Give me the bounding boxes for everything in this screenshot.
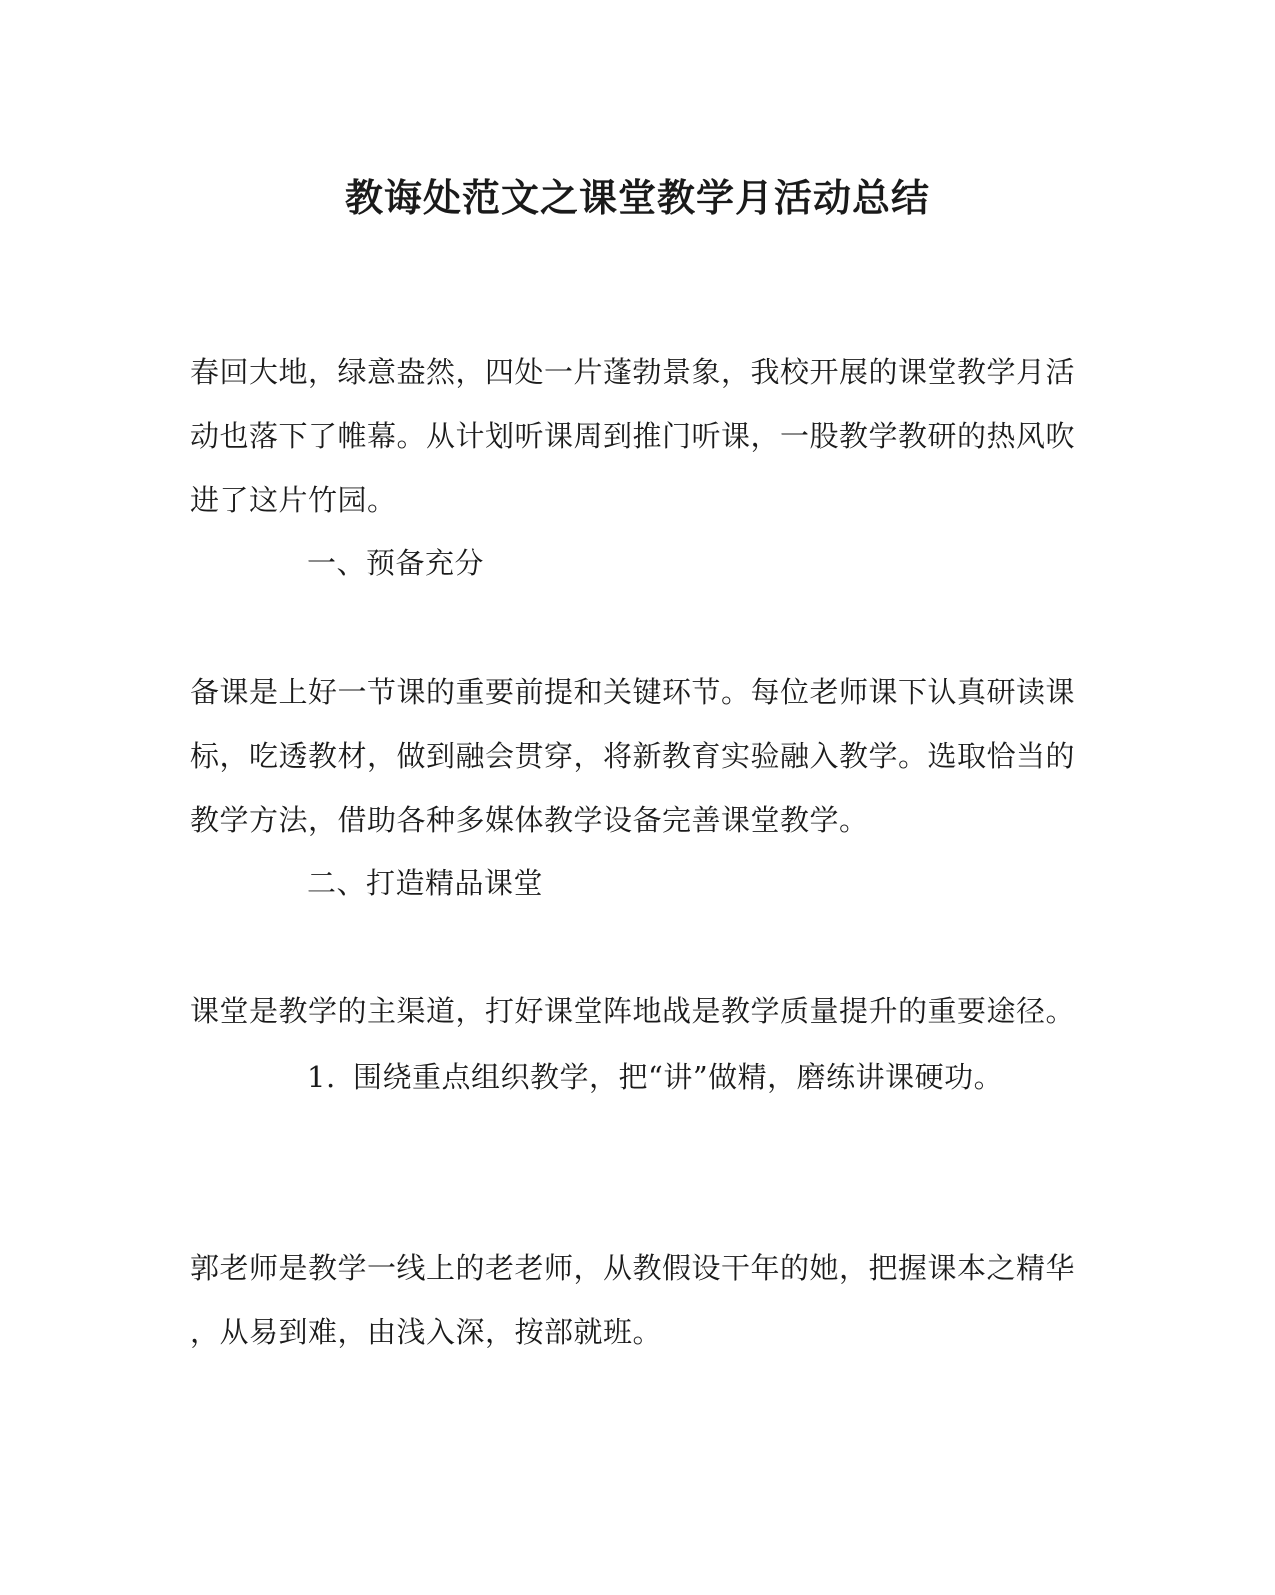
closing-paragraph (190, 1236, 1080, 1364)
section-1-line-2: 标，吃透教材，做到融会贯穿，将新教育实验融入教学。选取恰当的 (190, 739, 1076, 773)
item-1-number: 1. (307, 1060, 336, 1094)
section-2-paragraph (190, 979, 1080, 1043)
section-1-line-3: 教学方法，借助各种多媒体教学设备完善课堂教学。 (190, 803, 869, 837)
section-1-paragraph (190, 660, 1080, 852)
section-2-line-1: 课堂是教学的主渠道，打好课堂阵地战是教学质量提升的重要途径。 (190, 994, 1076, 1028)
document-title: 教诲处范文之课堂教学月活动总结 (344, 175, 930, 220)
intro-line-2: 动也落下了帷幕。从计划听课周到推门听课，一股教学教研的热风吹 (190, 419, 1076, 453)
item-1-text: 围绕重点组织教学，把“讲”做精，磨练讲课硬功。 (353, 1060, 1004, 1094)
closing-line-2: ，从易到难，由浅入深，按部就班。 (190, 1315, 663, 1349)
section-2-item-1 (307, 1057, 1003, 1097)
section-1-heading: 一、预备充分 (307, 546, 485, 580)
closing-line-1: 郭老师是教学一线上的老老师，从教假设干年的她，把握课本之精华 (190, 1251, 1076, 1285)
section-1-line-1: 备课是上好一节课的重要前提和关键环节。每位老师课下认真研读课 (190, 675, 1076, 709)
section-2-heading: 二、打造精品课堂 (307, 866, 544, 900)
intro-paragraph (190, 340, 1080, 532)
intro-line-3: 进了这片竹园。 (190, 483, 397, 517)
intro-line-1: 春回大地，绿意盎然，四处一片蓬勃景象，我校开展的课堂教学月活 (190, 355, 1076, 389)
